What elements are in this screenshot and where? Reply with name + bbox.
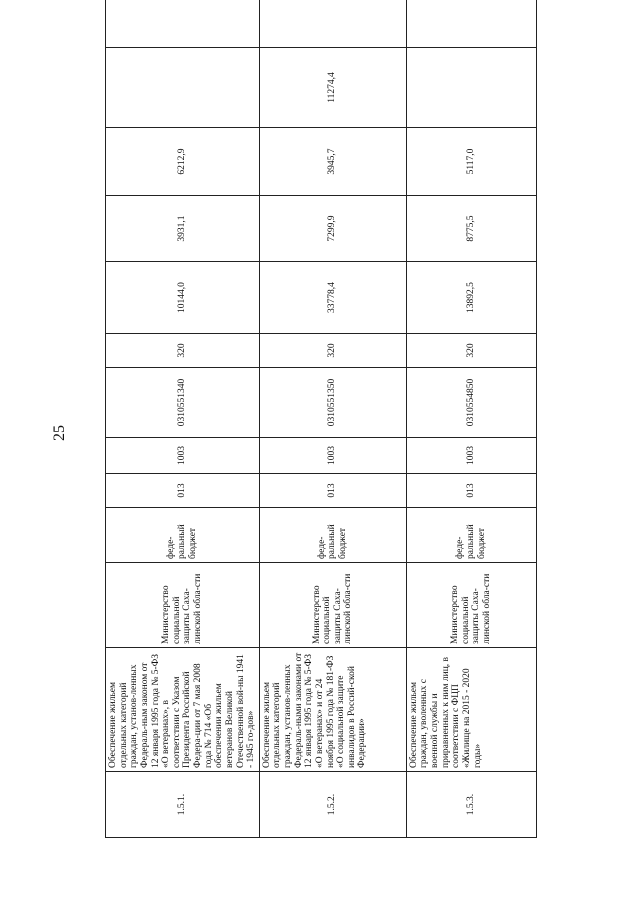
vr-cell: 320 [406, 334, 536, 368]
page-number: 25 [51, 425, 68, 441]
amount-year-1-cell: 8775,5 [406, 196, 536, 262]
vr-cell: 320 [259, 334, 406, 368]
table-row [106, 0, 260, 838]
description-cell: Обеспечение жильем граждан, уволенных с военной службы и приравненных к ним лиц, в соответствии с ФЦП «Жилище на 2015 - 2020 годы» [406, 648, 536, 772]
csr-cell: 0310554850 [406, 368, 536, 438]
amount-year-3-cell [406, 48, 536, 128]
amount-year-3-cell: 11274,4 [259, 48, 406, 128]
csr-cell: 0310551340 [106, 368, 260, 438]
amount-total-cell: 10144,0 [106, 262, 260, 334]
section-cell: 1003 [106, 438, 260, 474]
table-row [259, 0, 406, 838]
row-number-cell: 1.5.2. [259, 772, 406, 838]
section-cell: 1003 [406, 438, 536, 474]
csr-cell: 0310551350 [259, 368, 406, 438]
amount-total-cell: 13892,5 [406, 262, 536, 334]
amount-year-1-cell: 7299,9 [259, 196, 406, 262]
budget-table-container [105, 13, 514, 838]
amount-year-2-cell: 6212,9 [106, 128, 260, 196]
amount-year-4-cell [106, 0, 260, 48]
description-cell: Обеспечение жильем отдельных категорий граждан, установ-ленных Федераль-ными законами от 12 января 1995 года № 5-ФЗ «О ветеранах» и от 24 ноября 1995 года № 181-ФЗ «О социальной защите инвалидов в Россий-ской Федерации» [259, 648, 406, 772]
grbs-cell: 013 [406, 474, 536, 508]
amount-total-cell: 33778,4 [259, 262, 406, 334]
section-cell: 1003 [259, 438, 406, 474]
executor-cell: Министерство социальной защиты Саха-линской обла-сти [406, 563, 536, 648]
vr-cell: 320 [106, 334, 260, 368]
amount-year-2-cell: 3945,7 [259, 128, 406, 196]
row-number-cell: 1.5.3. [406, 772, 536, 838]
executor-cell: Министерство социальной защиты Саха-линской обла-сти [106, 563, 260, 648]
amount-year-4-cell [259, 0, 406, 48]
row-number-cell: 1.5.1. [106, 772, 260, 838]
description-cell: Обеспечение жильем отдельных категорий граждан, установ-ленных Федераль-ным законом от 12 января 1995 года № 5-ФЗ «О ветеранах», в соответствии с Указом Президента Российской Федера-ции от 7 мая 2008 года № 714 «Об обеспечении жильем ветеранов Великой Отечественной вой-ны 1941 - 1945 го-дов» [106, 648, 260, 772]
grbs-cell: 013 [106, 474, 260, 508]
amount-year-2-cell: 5117,0 [406, 128, 536, 196]
table-row [406, 0, 536, 838]
funding-source-cell: феде-ральный бюджет [106, 508, 260, 563]
funding-source-cell: феде-ральный бюджет [259, 508, 406, 563]
budget-table [105, 0, 537, 838]
amount-year-3-cell [106, 48, 260, 128]
funding-source-cell: феде-ральный бюджет [406, 508, 536, 563]
executor-cell: Министерство социальной защиты Саха-линской обла-сти [259, 563, 406, 648]
amount-year-1-cell: 3931,1 [106, 196, 260, 262]
amount-year-4-cell [406, 0, 536, 48]
grbs-cell: 013 [259, 474, 406, 508]
